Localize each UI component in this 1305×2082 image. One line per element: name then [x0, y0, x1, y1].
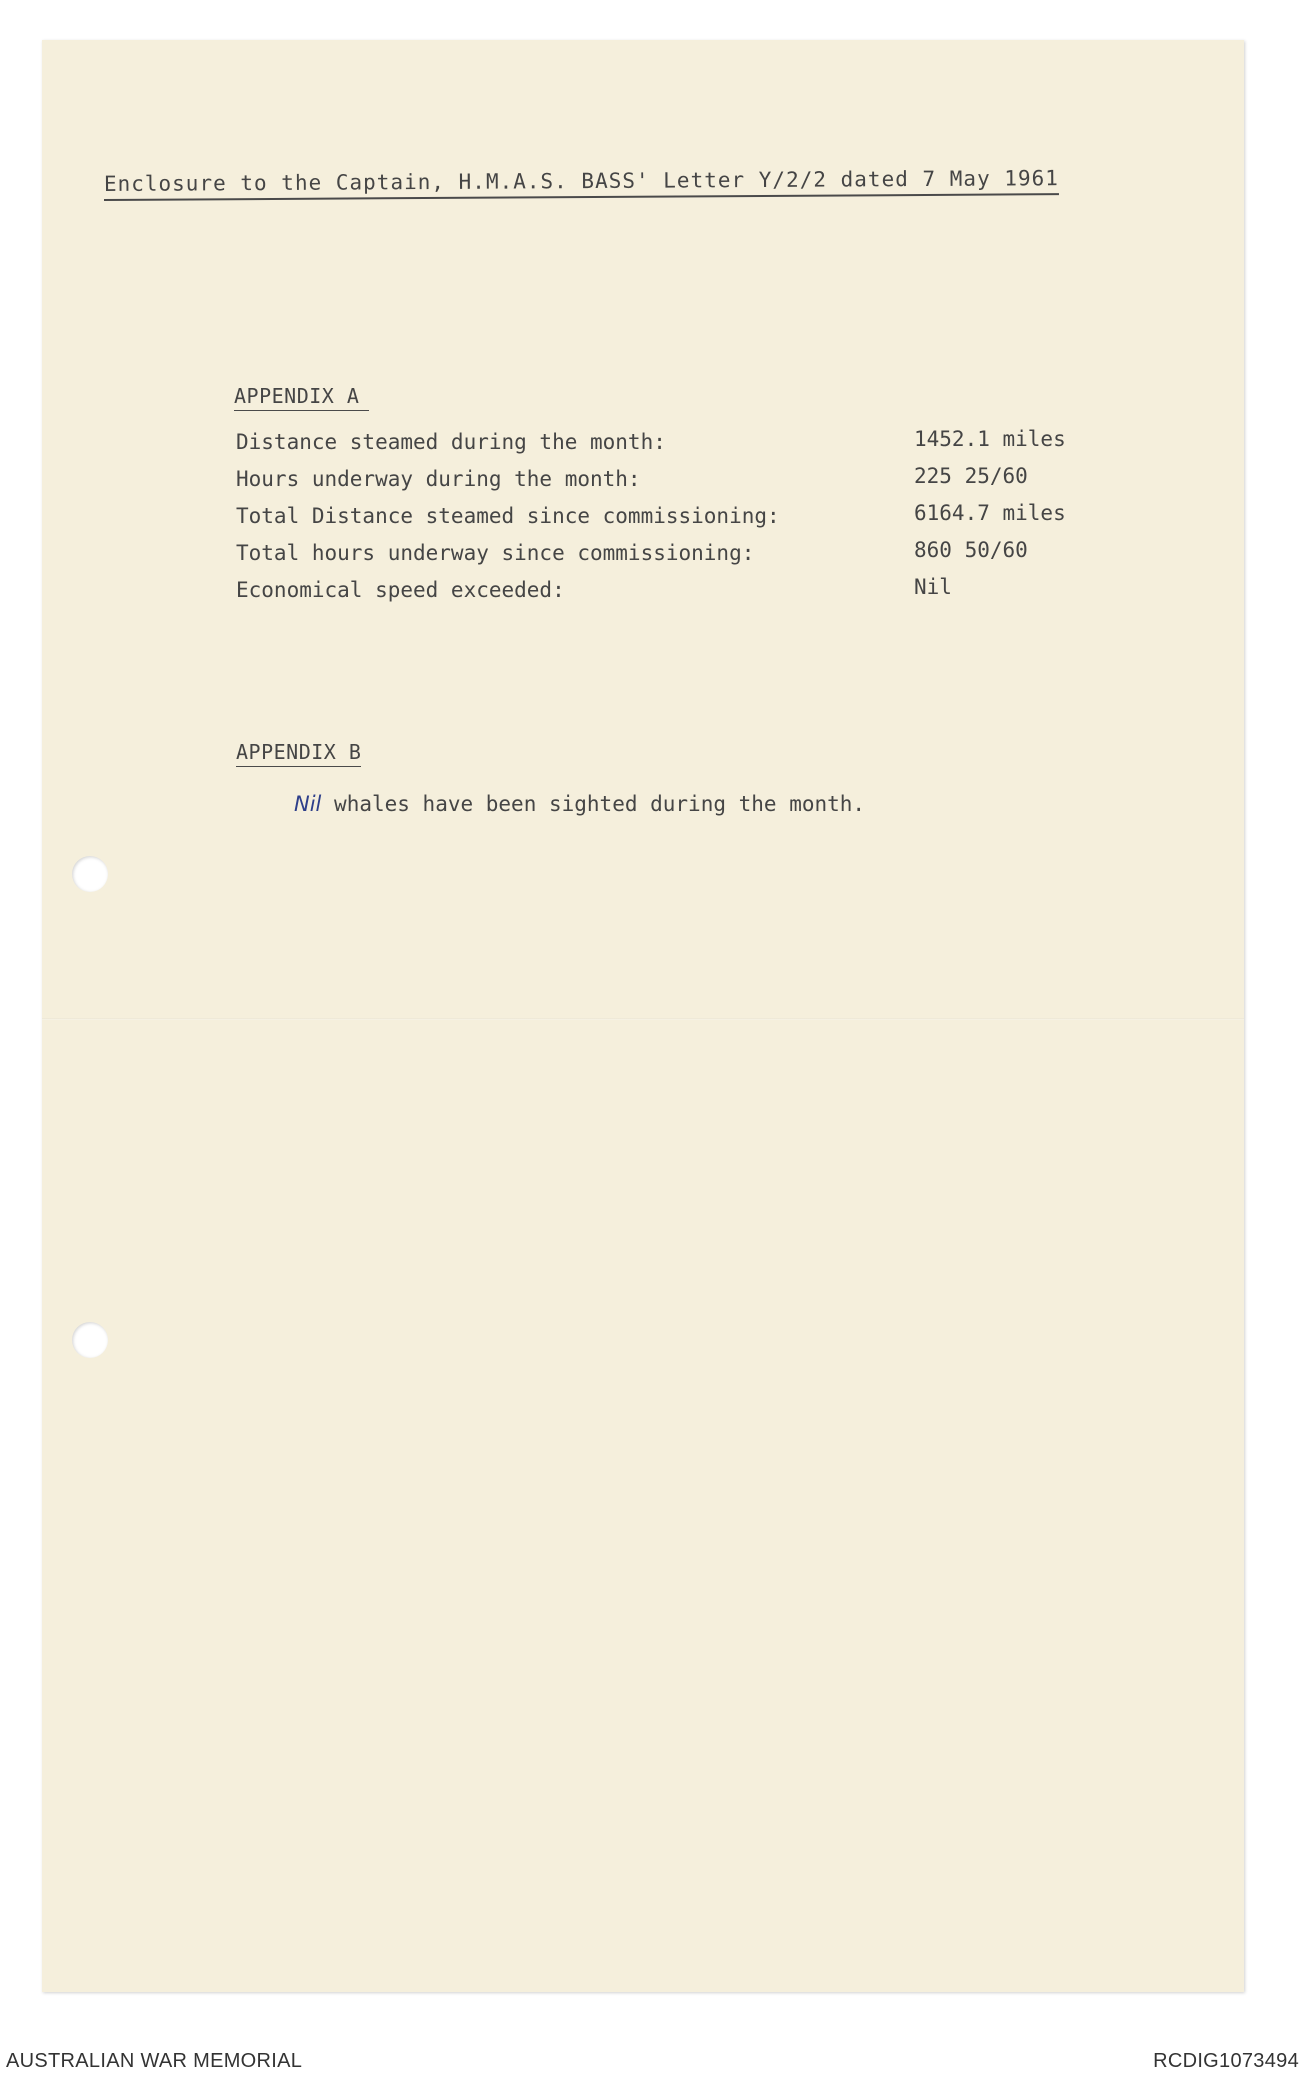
row-label: Total Distance steamed since commissioning: [236, 504, 780, 528]
punch-hole [72, 856, 108, 892]
row-value: Nil [914, 575, 952, 599]
footer-record-id: RCDIG1073494 [1153, 2050, 1299, 2072]
row-label: Hours underway during the month: [236, 467, 641, 491]
appendix-a-row [236, 427, 1136, 467]
row-value: 860 50/60 [914, 538, 1028, 562]
footer-archive-name: AUSTRALIAN WAR MEMORIAL [6, 2050, 303, 2072]
appendix-b-title: APPENDIX B [236, 740, 361, 767]
appendix-b-sentence: whales have been sighted during the month. [334, 792, 866, 816]
appendix-b-text [294, 792, 865, 816]
handwritten-annotation: Nil [294, 792, 322, 816]
row-value: 225 25/60 [914, 464, 1028, 488]
appendix-a-row [236, 575, 1136, 615]
row-value: 1452.1 miles [914, 427, 1066, 451]
row-label: Economical speed exceeded: [236, 578, 565, 602]
appendix-a-row [236, 464, 1136, 504]
appendix-a-row [236, 501, 1136, 541]
row-label: Distance steamed during the month: [236, 430, 666, 454]
paper-fold [42, 1018, 1244, 1020]
appendix-a-row [236, 538, 1136, 578]
enclosure-heading: Enclosure to the Captain, H.M.A.S. BASS' Letter Y/2/2 dated 7 May 1961 [104, 166, 1059, 201]
appendix-a-table [236, 427, 1136, 615]
row-value: 6164.7 miles [914, 501, 1066, 525]
row-label: Total hours underway since commissioning: [236, 541, 755, 565]
punch-hole [72, 1322, 108, 1358]
document-page [42, 40, 1244, 1992]
appendix-a-title: APPENDIX A [234, 384, 369, 411]
